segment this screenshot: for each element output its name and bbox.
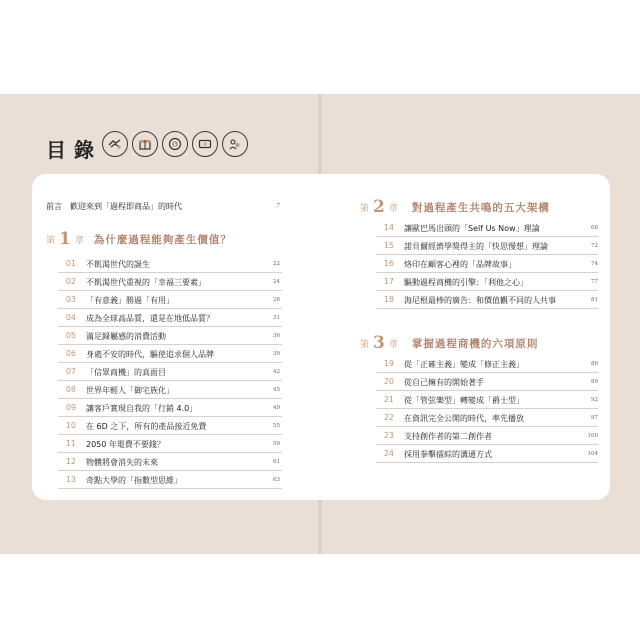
item-title: 從「管弦樂型」轉變成「爵士型」 — [404, 396, 524, 405]
ticket-icon — [192, 131, 218, 157]
row-divider — [376, 408, 598, 409]
chapter-prefix: 第 — [360, 203, 370, 214]
item-page: 68 — [591, 225, 598, 231]
item-page: 92 — [591, 397, 598, 403]
item-title: 讓歐巴馬出頭的「Self Us Now」理論 — [404, 224, 540, 233]
chapter-number: 1 — [59, 229, 71, 249]
item-title: 讓客戶實現自我的「行銷 4.0」 — [86, 404, 198, 413]
item-number: 02 — [65, 277, 76, 286]
row-divider — [58, 488, 282, 489]
item-title: 奇點大學的「指數型思維」 — [86, 476, 182, 485]
item-title: 滿足歸屬感的消費活動 — [86, 332, 166, 341]
chapter-number: 2 — [373, 197, 385, 217]
people-talk-icon — [222, 131, 248, 157]
item-title: 在 6D 之下，所有的產品接近免費 — [86, 422, 207, 431]
item-title: 採用拳擊擂綜的溝通方式 — [404, 450, 492, 459]
item-page: 77 — [591, 279, 598, 285]
item-number: 08 — [65, 385, 76, 394]
row-divider — [58, 308, 282, 309]
chapter-prefix: 第 — [46, 235, 56, 246]
item-number: 13 — [65, 475, 76, 484]
item-page: 89 — [591, 379, 598, 385]
item-page: 100 — [587, 433, 598, 439]
item-number: 22 — [383, 413, 394, 422]
chapter-title: 掌握過程商機的六項原則 — [411, 337, 539, 350]
item-title: 烙印在顧客心裡的「品牌故事」 — [404, 260, 516, 269]
item-page: 81 — [591, 297, 598, 303]
item-title: 身處不安的時代，驅使追求個人品牌 — [86, 350, 214, 359]
handshake-icon — [102, 131, 128, 157]
item-page: 22 — [273, 261, 280, 267]
chapter-suffix: 章 — [388, 203, 398, 214]
item-number: 10 — [65, 421, 76, 430]
chapter-title: 為什麼過程能夠產生價值？ — [93, 233, 232, 246]
item-title: 「有意義」勝過「有用」 — [86, 296, 174, 305]
preface-page: 7 — [276, 203, 280, 209]
row-divider — [376, 426, 598, 427]
row-divider — [58, 380, 282, 381]
chapter-1-heading[interactable] — [46, 229, 232, 249]
item-page: 24 — [273, 279, 280, 285]
item-page: 39 — [273, 351, 280, 357]
item-number: 18 — [383, 295, 394, 304]
item-number: 04 — [65, 313, 76, 322]
item-number: 20 — [383, 377, 394, 386]
row-divider — [376, 390, 598, 391]
chapter-2-heading[interactable] — [360, 197, 550, 217]
item-page: 42 — [273, 369, 280, 375]
row-divider — [58, 326, 282, 327]
chapter-title: 對過程產生共鳴的五大架構 — [411, 201, 550, 214]
row-divider — [58, 272, 282, 273]
gift-box-icon — [132, 131, 158, 157]
item-number: 24 — [383, 449, 394, 458]
row-divider — [376, 308, 598, 309]
item-title: 世界年輕人「御宅族化」 — [86, 386, 174, 395]
item-page: 26 — [273, 297, 280, 303]
item-title: 支持創作者的第二創作者 — [404, 432, 492, 441]
item-page: 31 — [273, 315, 280, 321]
item-page: 97 — [591, 415, 598, 421]
row-divider — [376, 272, 598, 273]
item-number: 12 — [65, 457, 76, 466]
chapter-prefix: 第 — [360, 339, 370, 350]
item-number: 23 — [383, 431, 394, 440]
item-page: 86 — [591, 361, 598, 367]
item-number: 05 — [65, 331, 76, 340]
row-divider — [376, 372, 598, 373]
page-title: 目錄 — [46, 138, 102, 162]
item-page: 74 — [591, 261, 598, 267]
row-divider — [58, 362, 282, 363]
item-page: 49 — [273, 405, 280, 411]
item-title: 海尼根最棒的廣告：和價值觀不同的人共事 — [404, 296, 556, 305]
row-divider — [376, 462, 598, 463]
chapter-3-heading[interactable] — [360, 333, 538, 353]
item-number: 09 — [65, 403, 76, 412]
row-divider — [58, 452, 282, 453]
item-number: 11 — [65, 439, 76, 448]
item-number: 14 — [383, 223, 394, 232]
item-title: 驅動過程商機的引擎：「利他之心」 — [404, 278, 528, 287]
item-page: 63 — [273, 477, 280, 483]
item-number: 17 — [383, 277, 394, 286]
preface-title: 歡迎來到「過程即商品」的時代 — [70, 202, 182, 211]
item-page: 36 — [273, 333, 280, 339]
money-cycle-icon — [162, 131, 188, 157]
item-number: 01 — [65, 259, 76, 268]
item-title: 諾貝爾經濟學獎得主的「快思慢想」理論 — [404, 242, 548, 251]
item-title: 2050 年電費不要錢？ — [86, 440, 165, 449]
item-number: 06 — [65, 349, 76, 358]
item-number: 19 — [383, 359, 394, 368]
row-divider — [376, 254, 598, 255]
item-page: 59 — [273, 441, 280, 447]
item-page: 45 — [273, 387, 280, 393]
row-divider — [58, 344, 282, 345]
item-title: 不飢渴世代重視的「幸福三要素」 — [86, 278, 206, 287]
row-divider — [58, 434, 282, 435]
row-divider — [376, 236, 598, 237]
item-page: 61 — [273, 459, 280, 465]
item-page: 104 — [587, 451, 598, 457]
row-divider — [376, 290, 598, 291]
item-number: 15 — [383, 241, 394, 250]
row-divider — [376, 444, 598, 445]
item-page: 72 — [591, 243, 598, 249]
row-divider — [58, 470, 282, 471]
chapter-number: 3 — [373, 333, 385, 353]
item-title: 不飢渴世代的誕生 — [86, 260, 150, 269]
item-title: 成為全球高品質，還是在地低品質？ — [86, 314, 214, 323]
svg-text:$: $ — [173, 142, 177, 148]
item-title: 在資訊完全公開的時代，率先播放 — [404, 414, 524, 423]
row-divider — [58, 416, 282, 417]
item-number: 07 — [65, 367, 76, 376]
chapter-suffix: 章 — [74, 235, 84, 246]
item-title: 「信眾商機」的真面目 — [86, 368, 166, 377]
item-title: 從「正確主義」變成「修正主義」 — [404, 360, 524, 369]
row-divider — [58, 290, 282, 291]
icon-row — [102, 131, 248, 157]
item-number: 16 — [383, 259, 394, 268]
chapter-suffix: 章 — [388, 339, 398, 350]
preface-label: 前言 — [46, 202, 62, 211]
item-number: 21 — [383, 395, 394, 404]
row-divider — [58, 398, 282, 399]
item-title: 從自己擁有的開始著手 — [404, 378, 484, 387]
item-number: 03 — [65, 295, 76, 304]
item-page: 55 — [273, 423, 280, 429]
item-title: 物體將會消失的未來 — [86, 458, 158, 467]
